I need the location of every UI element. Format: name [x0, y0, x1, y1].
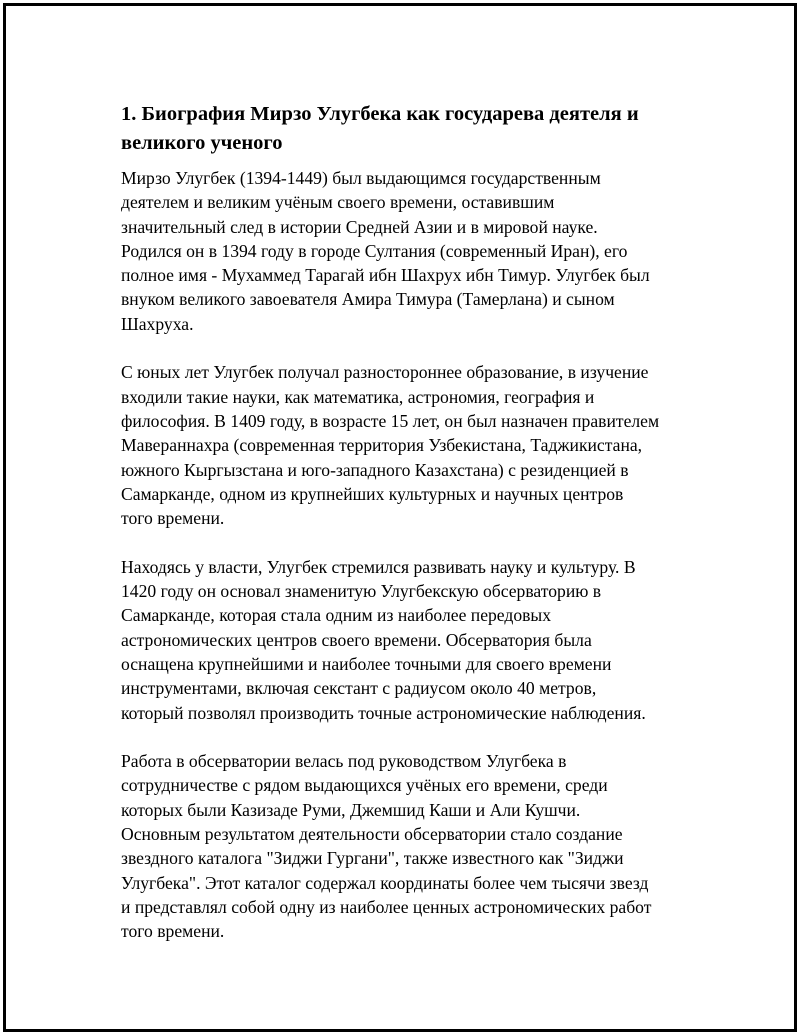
- text-line: Улугбека". Этот каталог содержал координаты более чем тысячи звезд: [121, 872, 649, 893]
- text-line: которых были Казизаде Руми, Джемшид Каши и Али Кушчи.: [121, 799, 581, 820]
- text-line: Находясь у власти, Улугбек стремился развивать науку и культуру. В: [121, 556, 636, 577]
- paragraph-biography-intro: [121, 166, 701, 336]
- text-line: Шахруха.: [121, 313, 194, 334]
- text-line: полное имя - Мухаммед Тарагай ибн Шахрух ибн Тимур. Улугбек был: [121, 265, 650, 286]
- text-line: Мирзо Улугбек (1394-1449) был выдающимся государственным: [121, 168, 601, 188]
- text-line: философия. В 1409 году, в возрасте 15 лет, он был назначен правителем: [121, 410, 660, 431]
- document-content: [121, 100, 701, 944]
- text-line: сотрудничестве с рядом выдающихся учёных его времени, среди: [121, 775, 608, 796]
- section-heading: [121, 100, 701, 158]
- text-line: 1420 году он основал знаменитую Улугбекскую обсерваторию в: [121, 581, 602, 602]
- paragraph-star-catalog: [121, 749, 701, 943]
- text-line: деятелем и великим учёным своего времени, оставившим: [121, 192, 555, 213]
- text-line: оснащена крупнейшими и наиболее точными для своего времени: [121, 653, 612, 674]
- paragraph-gap: [121, 725, 701, 749]
- paragraph-gap: [121, 530, 701, 554]
- heading-line: 1. Биография Мирзо Улугбека как государева деятеля и: [121, 103, 639, 125]
- text-line: южного Кыргызстана и юго-западного Казахстана) с резиденцией в: [121, 459, 629, 480]
- text-line: Работа в обсерватории велась под руководством Улугбека в: [121, 751, 567, 772]
- heading-line: великого ученого: [121, 132, 283, 154]
- text-line: С юных лет Улугбек получал разностороннее образование, в изучение: [121, 362, 649, 383]
- text-line: значительный след в истории Средней Азии и в мировой науке.: [121, 216, 598, 237]
- text-line: Мавераннахра (современная территория Узбекистана, Таджикистана,: [121, 435, 643, 456]
- text-line: астрономических центров своего времени. Обсерватория была: [121, 629, 592, 650]
- text-line: Основным результатом деятельности обсерватории стало создание: [121, 824, 623, 845]
- text-line: того времени.: [121, 508, 225, 529]
- paragraph-education: [121, 360, 701, 530]
- text-line: внуком великого завоевателя Амира Тимура (Тамерлана) и сыном: [121, 289, 615, 310]
- page-frame: [3, 3, 797, 1032]
- text-line: который позволял производить точные астрономические наблюдения.: [121, 702, 646, 723]
- text-line: Самарканде, которая стала одним из наиболее передовых: [121, 605, 552, 626]
- text-line: звездного каталога "Зиджи Гургани", также известного как "Зиджи: [121, 848, 624, 869]
- text-line: Самарканде, одном из крупнейших культурных и научных центров: [121, 483, 624, 504]
- text-line: входили такие науки, как математика, астрономия, география и: [121, 386, 595, 407]
- text-line: и представлял собой одну из наиболее ценных астрономических работ: [121, 896, 652, 917]
- text-line: Родился он в 1394 году в городе Султания (современный Иран), его: [121, 240, 628, 261]
- text-line: инструментами, включая секстант с радиусом около 40 метров,: [121, 678, 597, 699]
- text-line: того времени.: [121, 921, 225, 942]
- paragraph-observatory: [121, 555, 701, 725]
- paragraph-gap: [121, 336, 701, 360]
